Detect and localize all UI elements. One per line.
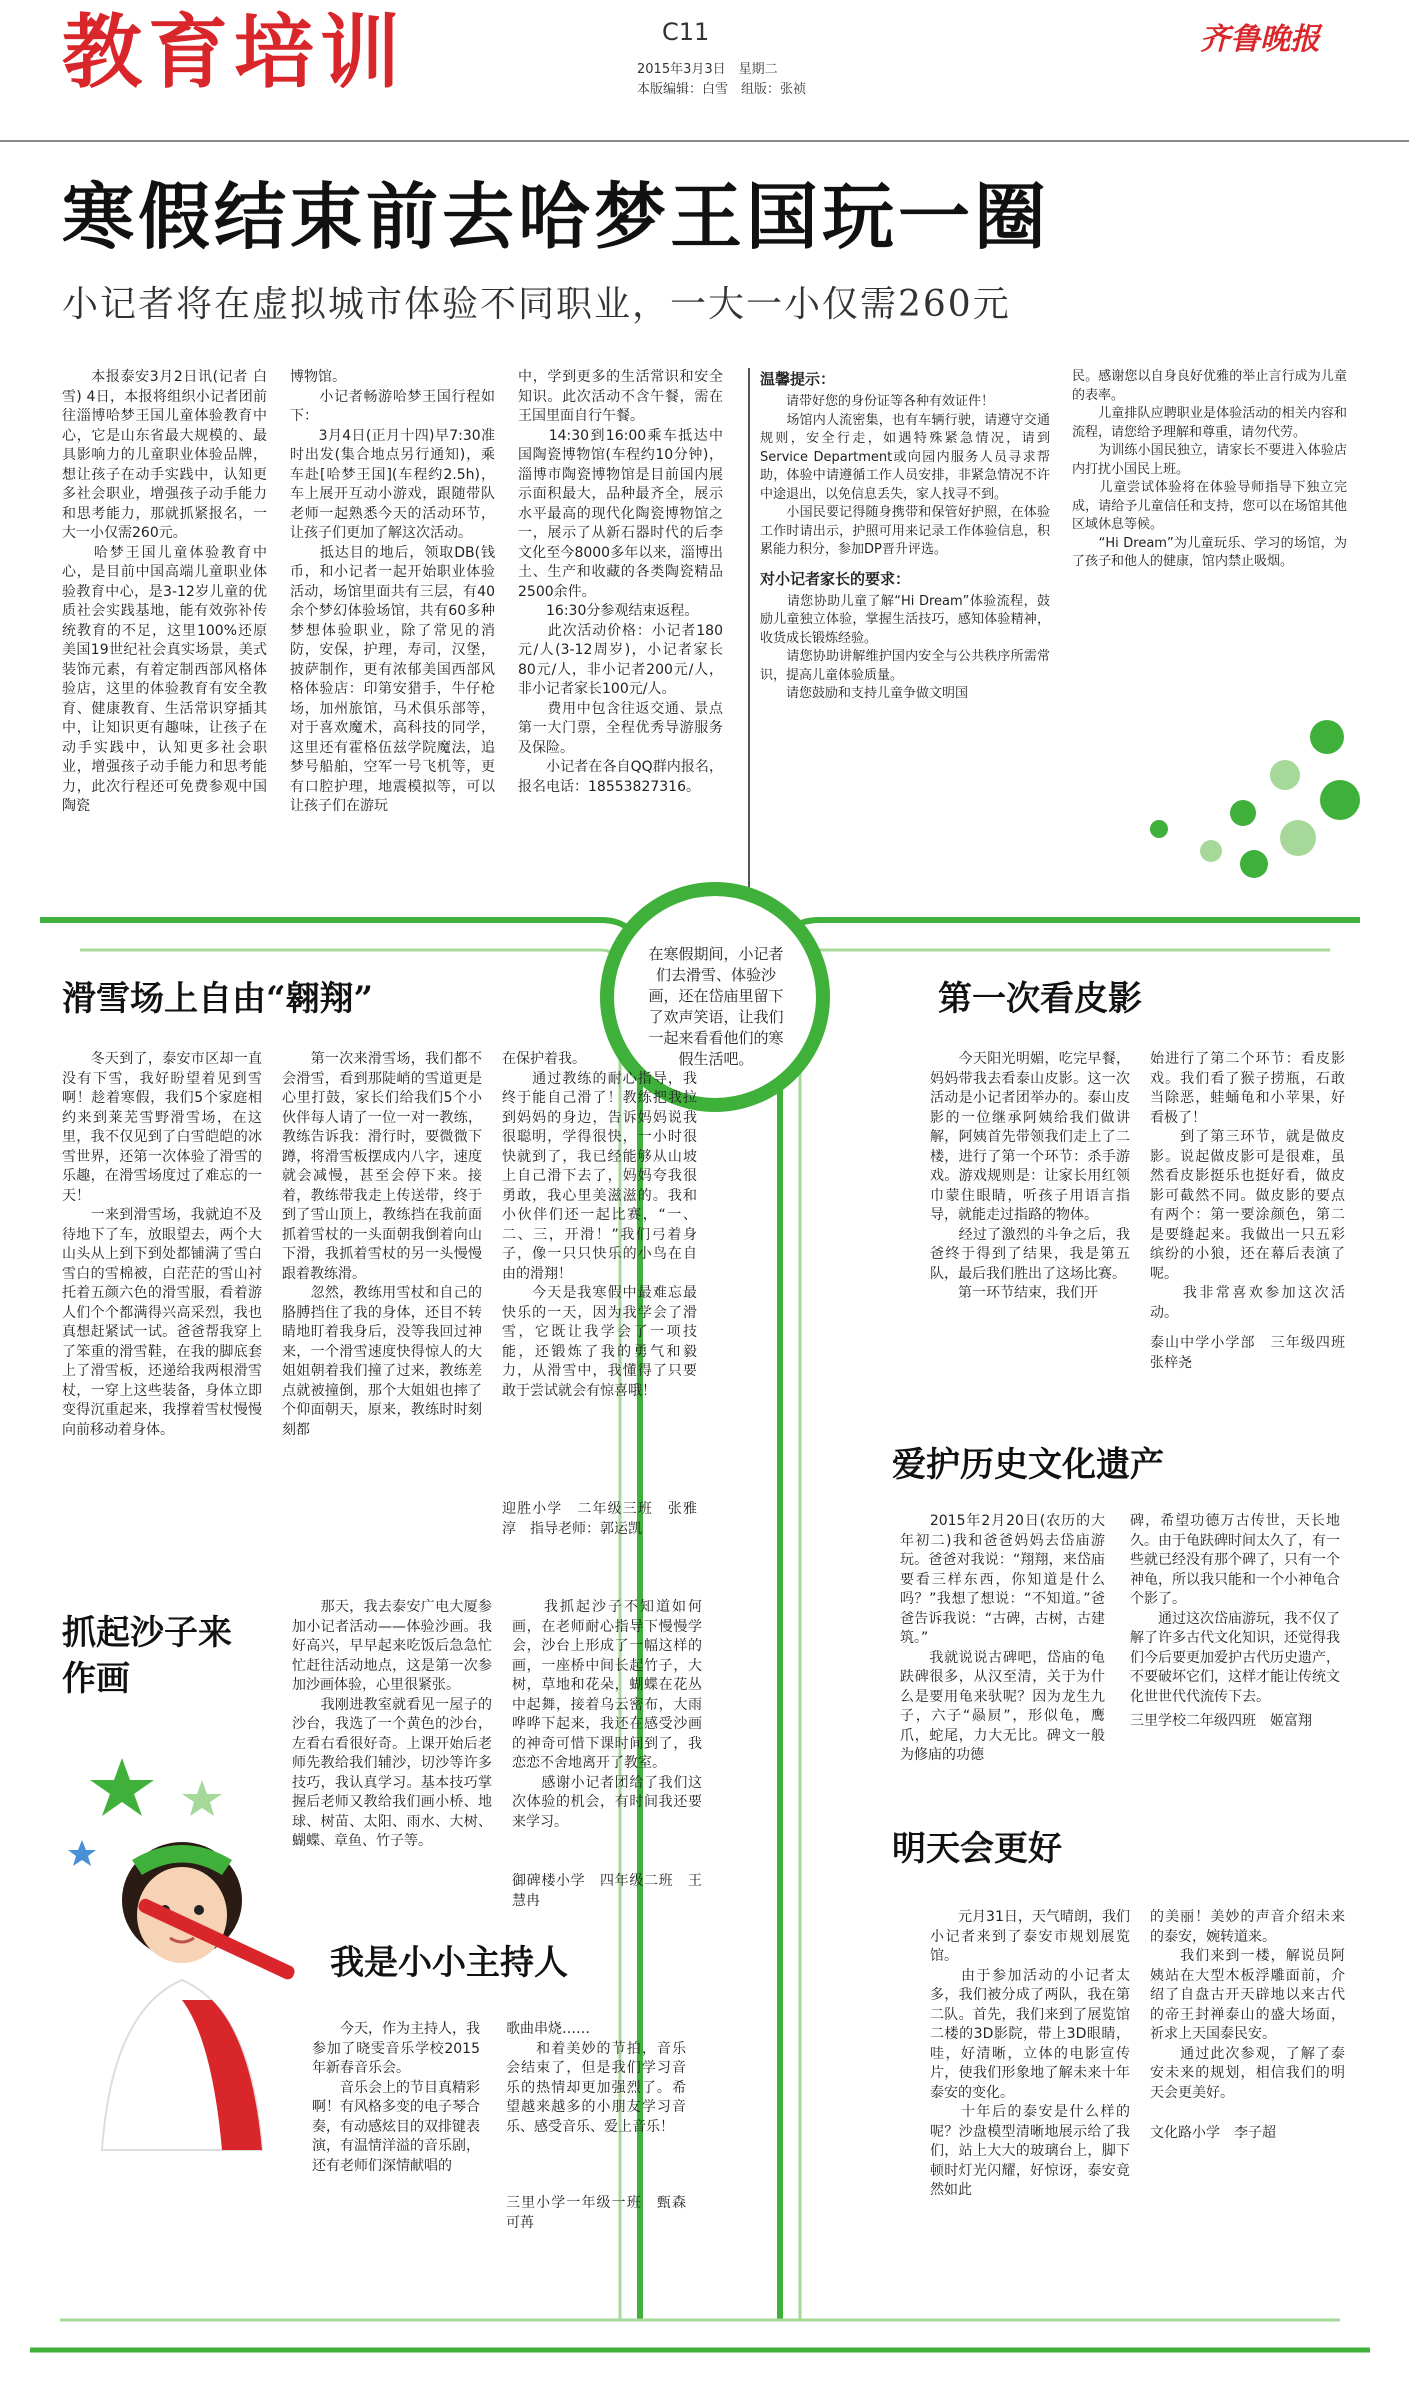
sand-col-2: 我抓起沙子不知道如何画，在老师耐心指导下慢慢学会，沙台上形成了一幅这样的画，一座桥中间长起竹子，大树，草地和花朵，蝴蝶在花丛中起舞，接着乌云密布，大雨哗哗下起来，我还在感受沙画的神奇可惜下课时间到了，我恋恋不舍地离开了教室。 感谢小记者团给了我们这次体验的机会，有时间我还要来学习。: [512, 1599, 702, 1830]
heritage-col-2: 碑，希望功德万古传世，天长地久。由于龟趺碑时间太久了，有一些就已经没有那个碑了，只有一个神龟，所以我只能和一个小神龟合个影了。 通过这次岱庙游玩，我不仅了解了许多古代文化知识，还觉得我们今后要更加爱护古代历史遗产，不要破坏它们，这样才能让传统文化世世代代流传下去。: [1130, 1513, 1340, 1705]
sand-signature: 御碑楼小学 四年级二班 王慧冉: [512, 1873, 702, 1909]
host-title: 我是小小主持人: [330, 1943, 568, 1983]
shadow-signature: 泰山中学小学部 三年级四班 张梓尧: [1150, 1335, 1359, 1371]
tomorrow-col-2: 的美丽！美妙的声音介绍未来的泰安，婉转道来。 我们来到一楼，解说员阿姨站在大型木板浮雕面前，介绍了自盘古开天辟地以来古代的帝王封禅泰山的盛大场面，祈求上天国泰民安。 通过此次参观，了解了泰安未来的规划，相信我们的明天会更美好。: [1150, 1909, 1345, 2101]
header-rule: [0, 140, 1409, 142]
host-col-1: 今天，作为主持人，我参加了晓雯音乐学校2015年新春音乐会。 音乐会上的节目真精彩啊！有风格多变的电子琴合奏，有动感炫目的双排键表演，有温情洋溢的音乐剧，还有老师们深情献唱的: [312, 2021, 480, 2174]
heritage-title: 爱护历史文化遗产: [892, 1445, 1164, 1485]
ski-title: 滑雪场上自由“翱翔”: [62, 979, 374, 1019]
parents-text: 请您协助儿童了解“Hi Dream”体验流程，鼓励儿童独立体验，掌握生活技巧，感知体验精神，收货成长锻炼经验。 请您协助讲解维护国内安全与公共秩序所需常识，提高儿童体验质量。 请您鼓励和支持儿童争做文明国: [760, 593, 1050, 701]
top-col-2: 博物馆。 小记者畅游哈梦王国行程如下： 3月4日(正月十四)早7:30准时出发(集合地点另行通知)，乘车赴[哈梦王国](车程约2.5h)，车上展开互动小游戏，跟随带队老师一起熟悉今天的活动环节，让孩子们更加了解这次活动。 抵达目的地后，领取DB(钱币，和小记者一起开始职业体验活动，场馆里面共有三层，有40余个梦幻体验场馆，共有60多种梦想体验职业，除了常见的消防，安保，护理，寿司，汉堡，披萨制作，更有浓郁美国西部风格体验店：印第安猎手，牛仔枪场，加州旅馆，马术俱乐部等，对于喜欢魔术，高科技的同学，这里还有霍格伍兹学院魔法，追梦号船舶，空军一号飞机等，更有口腔护理，地震模拟等，可以让孩子们在游玩: [290, 369, 495, 814]
newspaper-logo: 齐鲁晚报: [1200, 22, 1320, 57]
ski-col-1: 冬天到了，泰安市区却一直没有下雪，我好盼望着见到雪啊！趁着寒假，我们5个家庭相约来到莱芜雪野滑雪场，在这里，我不仅见到了白雪皑皑的冰雪世界，还第一次体验了滑雪的乐趣，在滑雪场度过了难忘的一天！ 一来到滑雪场，我就迫不及待地下了车，放眼望去，两个大山头从上到下到处都铺满了雪白雪白的雪棉被，白茫茫的雪山衬托着五颜六色的滑雪服，看着游人们个个都满得兴高采烈，我也真想赶紧试一试。爸爸帮我穿上了笨重的滑雪鞋，在我的脚底套上了滑雪板，还递给我两根滑雪杖，一穿上这些装备，身体立即变得沉重起来，我撑着雪杖慢慢向前移动着身体。: [62, 1051, 262, 1438]
ski-signature: 迎胜小学 二年级三班 张雅淳 指导老师：郭运凯: [502, 1501, 697, 1537]
dot: [1320, 780, 1360, 820]
sand-title: 抓起沙子来作画: [62, 1613, 232, 1699]
star-icon: [182, 1780, 222, 1816]
top-col-5: 民。感谢您以自身良好优雅的举止言行成为儿童的表率。 儿童排队应聘职业是体验活动的相关内容和流程，请您给予理解和尊重，请勿代劳。 为训练小国民独立，请家长不要进入体验店内打扰小国民上班。 儿童尝试体验将在体验导师指导下独立完成，请给予儿童信任和支持，您可以在场馆其他区域休息等候。 “Hi Dream”为儿童玩乐、学习的场馆，为了孩子和他人的健康，馆内禁止吸烟。: [1072, 369, 1347, 569]
tips-text: 请带好您的身份证等各种有效证件！ 场馆内人流密集，也有车辆行驶，请遵守交通规则，安全行走，如遇特殊紧急情况，请到Service Department或向园内服务人员寻求帮助，体验中请遵循工作人员安排，非紧急情况不许中途退出，以免信息丢失，家人找寻不到。 小国民要记得随身携带和保管好护照，在体验工作时请出示，护照可用来记录工作体验信息，积累能力积分，参加DP晋升评选。: [760, 394, 1050, 557]
tips-divider: [748, 368, 750, 888]
dot: [1240, 850, 1268, 878]
tomorrow-signature: 文化路小学 李子超: [1150, 2125, 1276, 2141]
subheadline: 小记者将在虚拟城市体验不同职业，一大一小仅需260元: [62, 284, 1011, 325]
ski-col-2: 第一次来滑雪场，我们都不会滑雪，看到那陡峭的雪道更是心里打鼓，家长们给我们5个小伙伴每人请了一位一对一教练，教练告诉我：滑行时，要微微下蹲，将滑雪板摆成内八字，速度就会减慢，甚至会停下来。接着，教练带我走上传送带，终于到了雪山顶上，教练挡在我前面抓着雪杖的一头面朝我倒着向山下滑，我抓着雪杖的另一头慢慢跟着教练滑。 忽然，教练用雪杖和自己的胳膊挡住了我的身体，还目不转睛地盯着我身后，没等我回过神来，一个滑雪速度快得惊人的大姐姐朝着我们撞了过来，教练差点就被撞倒，那个大姐姐也摔了个仰面朝天，原来，教练时时刻刻都: [282, 1051, 482, 1438]
host-signature: 三里小学一年级一班 甄森可苒: [506, 2195, 686, 2231]
tips-title: 温馨提示：: [760, 370, 836, 388]
star-icon: [68, 1840, 96, 1866]
date: 2015年3月3日 星期二: [637, 62, 778, 77]
shadow-title: 第一次看皮影: [938, 979, 1142, 1019]
dot: [1230, 800, 1256, 826]
dot: [1280, 820, 1316, 856]
tips-box: [760, 368, 1050, 704]
shadow-col-2: 始进行了第二个环节：看皮影戏。我们看了猴子捞瓶，石敢当除恶，蛙蛹龟和小苹果，好看极了！ 到了第三环节，就是做皮影。说起做皮影可是很难，虽然看皮影挺乐也挺好看，做皮影可截然不同。做皮影的要点有两个：第一要涂颜色，第二是要缝起来。我做出一只五彩缤纷的小狼，还在幕后表演了呢。 我非常喜欢参加这次活动。: [1150, 1051, 1345, 1321]
ski-col-3: 在保护着我。 通过教练的耐心指导，我终于能自己滑了！教练把我拉到妈妈的身边，告诉妈妈说我很聪明，学得很快，一小时很快就到了，我已经能够从山坡上自己滑下去了，妈妈夸我很勇敢，我心里美滋滋的。我和小伙伴们还一起比赛，“一、二、三，开滑！”我们弓着身子，像一只只快乐的小鸟在自由的滑翔！ 今天是我寒假中最难忘最快乐的一天，因为我学会了滑雪，它既让我学会了一项技能，还锻炼了我的勇气和毅力，从滑雪中，我懂得了只要敢于尝试就会有惊喜哦！: [502, 1051, 697, 1399]
tomorrow-col-1: 元月31日，天气晴朗，我们小记者来到了泰安市规划展览馆。 由于参加活动的小记者太多，我们被分成了两队，我在第二队。首先，我们来到了展览馆二楼的3D影院，带上3D眼睛，哇，好清晰，立体的电影宣传片，使我们形象地了解未来十年泰安的变化。 十年后的泰安是什么样的呢？沙盘模型清晰地展示给了我们，站上大大的玻璃台上，脚下顿时灯光闪耀，好惊讶，泰安竟然如此: [930, 1909, 1130, 2198]
star-icon: [90, 1758, 154, 1816]
parents-title: 对小记者家长的要求：: [760, 569, 911, 588]
editor: 本版编辑：白雪 组版：张祯: [637, 82, 807, 97]
top-col-1: 本报泰安3月2日讯(记者 白雪) 4日，本报将组织小记者团前往淄博哈梦王国儿童体验教育中心，它是山东省最大规模的、最具影响力的儿童职业体验品牌，想让孩子在动手实践中，认知更多社会职业，增强孩子动手能力和思考能力，那就抓紧报名，一大一小仅需260元。 哈梦王国儿童体验教育中心，是目前中国高端儿童职业体验教育中心，是3-12岁儿童的优质社会实践基地，能有效弥补传统教育的不足，这里100%还原美国19世纪社会真实场景，美式装饰元素，有着定制西部风格体验店，这里的体验教育有安全教育、健康教育、生活常识穿插其中，让知识更有趣味，让孩子在动手实践中，认知更多社会职业，增强孩子动手能力和思考能力，此次行程还可免费参观中国陶瓷: [62, 369, 267, 814]
dot: [1310, 720, 1344, 754]
top-col-3: 中，学到更多的生活常识和安全知识。此次活动不含午餐，需在王国里面自行午餐。 14:30到16:00乘车抵达中国陶瓷博物馆(车程约10分钟)，淄博市陶瓷博物馆是目前国内展示面积最大，品种最齐全，展示水平最高的现代化陶瓷博物馆之一，展示了从新石器时代的后李文化至今8000多年以来，淄博出土、生产和收藏的各类陶瓷精品2500余件。 16:30分参观结束返程。 此次活动价格：小记者180元/人(3-12周岁)，小记者家长80元/人，非小记者200元/人，非小记者家长100元/人。 费用中包含往返交通、景点第一大门票，全程优秀导游服务及保险。 小记者在各自QQ群内报名，报名电话：18553827316。: [518, 369, 723, 795]
dot: [1150, 820, 1168, 838]
girl-illustration: [62, 1750, 302, 2170]
header-meta: [637, 60, 806, 100]
tomorrow-title: 明天会更好: [892, 1829, 1062, 1869]
sand-col-1: 那天，我去泰安广电大厦参加小记者活动——体验沙画。我好高兴，早早起来吃饭后急急忙忙赶往活动地点，这是第一次参加沙画体验，心里很紧张。 我刚进教室就看见一屋子的沙台，我选了一个黄色的沙台，左看右看很好奇。上课开始后老师先教给我们辅沙，切沙等许多技巧，我认真学习。基本技巧掌握后老师又教给我们画小桥、地球、树苗、太阳、雨水、大树、蝴蝶、章鱼、竹子等。: [292, 1599, 492, 1849]
section-title: 教育培训: [62, 6, 406, 99]
center-circle-text: 在寒假期间，小记者们去滑雪、体验沙画，还在岱庙里留下了欢声笑语，让我们一起来看看他们的寒假生活吧。: [648, 945, 784, 1068]
dot: [1200, 840, 1222, 862]
dot: [1270, 760, 1300, 790]
page-number: C11: [662, 18, 710, 46]
host-col-2: 歌曲串烧…… 和着美妙的节拍，音乐会结束了，但是我们学习音乐的热情却更加强烈了。希望越来越多的小朋友学习音乐、感受音乐、爱上音乐！: [506, 2021, 686, 2135]
heritage-col-1: 2015年2月20日(农历的大年初二)我和爸爸妈妈去岱庙游玩。爸爸对我说：“翔翔，来岱庙要看三样东西，你知道是什么吗？”我想了想说：“不知道。”爸爸告诉我说：“古碑，古树，古建筑。” 我就说说古碑吧，岱庙的龟趺碑很多，从汉至清，关于为什么是要用龟来驮呢？因为龙生九子，六子“赑屃”，形似龟，鹰爪，蛇尾，力大无比。碑文一般为修庙的功德: [900, 1513, 1105, 1763]
shadow-col-1: 今天阳光明媚，吃完早餐，妈妈带我去看泰山皮影。这一次活动是小记者团举办的。泰山皮影的一位继承阿姨给我们做讲解，阿姨首先带领我们走上了二楼，进行了第一个环节：杀手游戏。游戏规则是：让家长用红领巾蒙住眼睛，听孩子用语言指导，就能走过指路的物体。 经过了激烈的斗争之后，我爸终于得到了结果，我是第五队，最后我们胜出了这场比赛。 第一环节结束，我们开: [930, 1051, 1130, 1301]
headline: 寒假结束前去哈梦王国玩一圈: [62, 174, 1051, 259]
heritage-signature: 三里学校二年级四班 姬富翔: [1130, 1713, 1312, 1729]
